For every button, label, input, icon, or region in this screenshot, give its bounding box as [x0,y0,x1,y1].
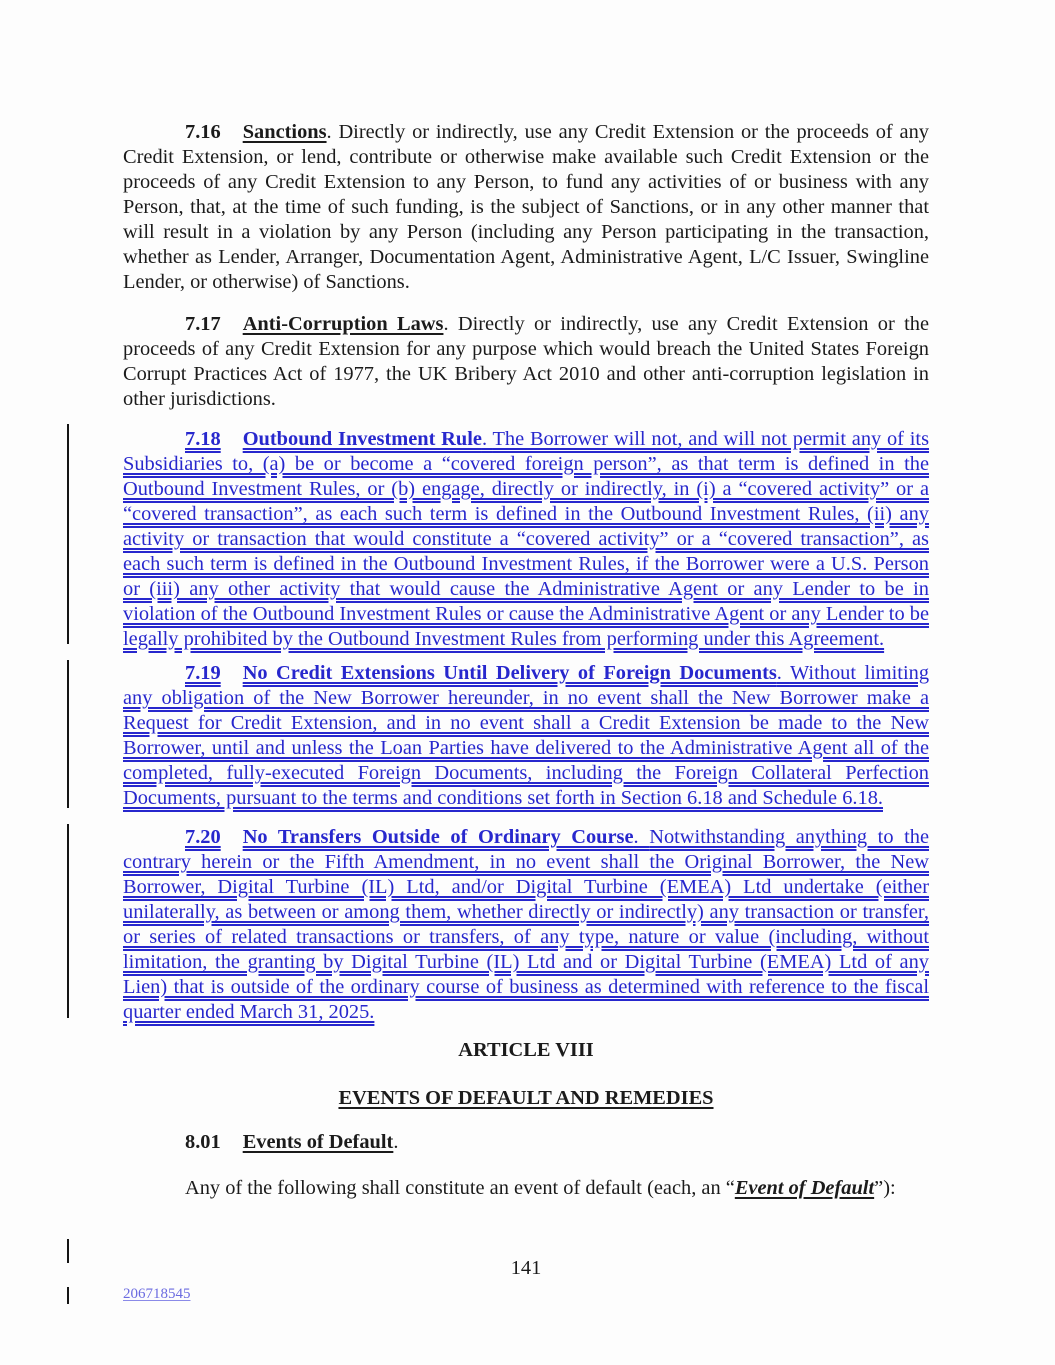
change-bar [67,1239,69,1263]
section-paragraph-7-16 [123,120,929,295]
document-id-stamp: 206718545 [123,1286,191,1302]
section-number: 7.17 [185,313,221,335]
section-body: Without limiting any obligation of the New Borrower hereunder, in no event shall the New Borrower make a Request for Credit Extension, and in no event shall a Credit Extension be made to the New Borrower, until and unless the Loan Parties have delivered to the Administrative Agent all of the completed, fully-executed Foreign Documents, including the Foreign Collateral Perfection Documents, pursuant to the terms and conditions set forth in Section 6.18 and Schedule 6.18. [123,662,930,809]
article-subtitle [123,1086,929,1111]
change-bar [67,660,69,808]
heading-separator: . [633,826,650,848]
section-heading: No Credit Extensions Until Delivery of Foreign Documents [242,662,777,684]
heading-separator: . [326,121,339,143]
change-bar [67,1287,69,1304]
section-heading: Outbound Investment Rule [242,428,482,450]
section-paragraph-7-19 [123,661,929,811]
events-intro-paragraph [123,1176,929,1201]
article-subtitle-text: EVENTS OF DEFAULT AND REMEDIES [338,1087,714,1109]
section-paragraph-8-01 [123,1130,929,1155]
page-number: 141 [510,1257,542,1279]
intro-pre-text: Any of the following shall constitute an event of default (each, an “ [185,1177,735,1199]
section-heading: Events of Default [242,1131,394,1153]
section-body: Directly or indirectly, use any Credit Extension or the proceeds of any Credit Extension for any purpose which would breach the United States Foreign Corrupt Practices Act of 1977, the UK Bribery Act 2010 and other anti-corruption legislation in other jurisdictions. [123,313,929,410]
defined-term: Event of Default [734,1177,875,1199]
change-bar [67,824,69,1018]
section-number: 7.16 [185,121,221,143]
section-number: 7.18 [185,428,221,450]
change-bar [67,424,69,644]
section-heading: Anti-Corruption Laws [242,313,444,335]
heading-separator: . [393,1131,399,1153]
section-paragraph-7-18 [123,427,929,652]
section-heading: Sanctions [242,121,327,143]
section-number: 8.01 [185,1131,221,1153]
section-body: Notwithstanding anything to the contrary herein or the Fifth Amendment, in no event shall the Original Borrower, the New Borrower, Digital Turbine (IL) Ltd, and/or Digital Turbine (EMEA) Ltd undertake (either unilaterally, as between or among them, whether directly or indirectly) any transaction or transfer, or series of related transactions or transfers, of any type, nature or value (including, without limitation, the granting by Digital Turbine (IL) Ltd and or Digital Turbine (EMEA) Ltd of any Lien) that is outside of the ordinary course of business as determined with reference to the fiscal quarter ended March 31, 2025. [123,826,930,1023]
section-body: The Borrower will not, and will not permit any of its Subsidiaries to, (a) be or become a “covered foreign person”, as that term is defined in the Outbound Investment Rules, or (b) engage, directly or indirectly, in (i) a “covered activity” or a “covered transaction”, as each such term is defined in the Outbound Investment Rules, (ii) any activity or transaction that would constitute a “covered activity” or a “covered transaction”, as each such term is defined in the Outbound Investment Rules, if the Borrower were a U.S. Person or (iii) any other activity that would cause the Administrative Agent or any Lender to be in violation of the Outbound Investment Rules or cause the Administrative Agent or any Lender to be legally prohibited by the Outbound Investment Rules from performing under this Agreement. [123,428,930,650]
intro-post-text: ”): [874,1177,896,1199]
section-number: 7.20 [185,826,221,848]
heading-separator: . [776,662,790,684]
section-body: Directly or indirectly, use any Credit Extension or the proceeds of any Credit Extension, or lend, contribute or otherwise make available such Credit Extension or the proceeds of any Credit Extension to any Person, to fund any activities of or business with any Person, that, at the time of such funding, is the subject of Sanctions, or in any other manner that will result in a violation by any Person (including any Person participating in the transaction, whether as Lender, Arranger, Documentation Agent, Administrative Agent, L/C Issuer, Swingline Lender, or otherwise) of Sanctions. [123,121,929,293]
section-heading: No Transfers Outside of Ordinary Course [242,826,634,848]
heading-separator: . [443,313,458,335]
section-paragraph-7-20 [123,825,929,1025]
article-title: ARTICLE VIII [458,1039,594,1061]
section-number: 7.19 [185,662,221,684]
section-paragraph-7-17 [123,312,929,412]
heading-separator: . [481,428,493,450]
